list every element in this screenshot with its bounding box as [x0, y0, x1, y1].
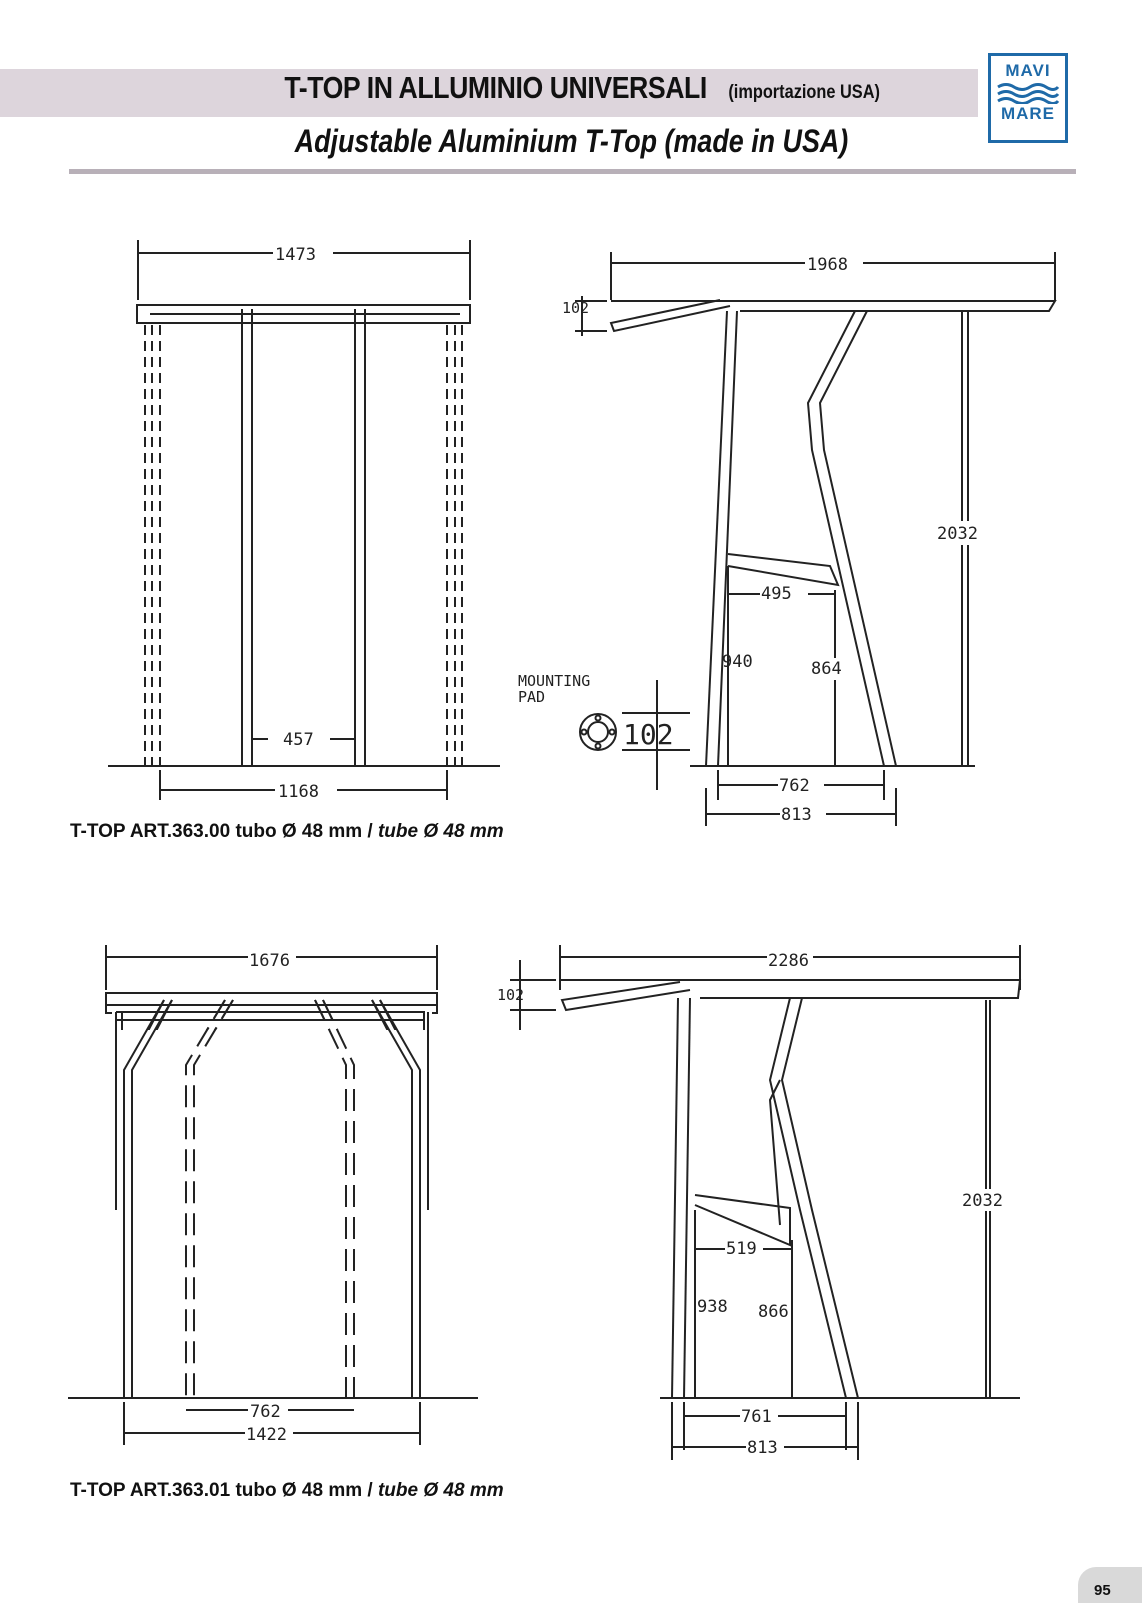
dim2-front-base: 1422 — [246, 1425, 287, 1445]
dim-front-inner: 457 — [283, 730, 314, 750]
dim2-front-inner: 762 — [250, 1402, 281, 1422]
dim2-front-width: 1676 — [249, 951, 290, 971]
header-divider — [69, 169, 1076, 174]
pad-size: 102 — [623, 718, 674, 751]
page-subtitle — [0, 123, 1142, 160]
dim-side-seat: 495 — [761, 584, 792, 604]
dim-side-h1: 940 — [722, 652, 753, 672]
title-main: T-TOP IN ALLUMINIO UNIVERSALI — [284, 70, 707, 105]
caption1-text: T-TOP ART.363.00 tubo Ø 48 mm / — [70, 821, 378, 842]
drawing1-labels — [268, 242, 993, 825]
dim2-side-height: 2032 — [962, 1191, 1003, 1211]
caption-363-00 — [70, 821, 504, 843]
dim-side-height: 2032 — [937, 524, 978, 544]
subtitle-text: Adjustable Aluminium T-Top (made in USA) — [294, 123, 848, 159]
mavimare-logo — [988, 53, 1068, 143]
dim-side-length: 1968 — [807, 255, 848, 275]
dim2-side-base1: 761 — [741, 1407, 772, 1427]
technical-drawing-363-01-body — [68, 930, 1078, 1470]
caption-363-01 — [70, 1480, 504, 1502]
technical-drawing-363-00 — [68, 218, 1078, 828]
logo-line1: MAVI — [1005, 61, 1051, 80]
dim-side-base2: 813 — [781, 805, 812, 825]
dim2-side-base2: 813 — [747, 1438, 778, 1458]
side-legs-2 — [660, 998, 1020, 1460]
caption1-italic: tube Ø 48 mm — [377, 821, 504, 842]
dim2-side-seat: 519 — [726, 1239, 757, 1259]
dim2-side-h1: 938 — [697, 1297, 728, 1317]
pad-label-1: MOUNTING — [518, 672, 591, 690]
dim-side-drop: 102 — [562, 299, 590, 317]
waves-icon — [996, 82, 1060, 104]
page-title — [0, 70, 1142, 106]
dim-front-base: 1168 — [278, 782, 319, 802]
caption2-italic: tube Ø 48 mm — [377, 1480, 504, 1501]
dim-side-base1: 762 — [779, 776, 810, 796]
dim-side-h2: 864 — [811, 659, 842, 679]
logo-line2: MARE — [1000, 104, 1056, 123]
caption2-text: T-TOP ART.363.01 tubo Ø 48 mm / — [70, 1480, 378, 1501]
dim2-side-drop: 102 — [497, 986, 525, 1004]
dim2-side-h2: 866 — [758, 1302, 789, 1322]
dim-front-width: 1473 — [275, 245, 316, 265]
title-suffix: (importazione USA) — [728, 82, 880, 103]
front-view-1 — [108, 240, 500, 800]
page-number: 95 — [1094, 1582, 1111, 1599]
pad-label-2: PAD — [518, 688, 546, 706]
dim2-side-length: 2286 — [768, 951, 809, 971]
